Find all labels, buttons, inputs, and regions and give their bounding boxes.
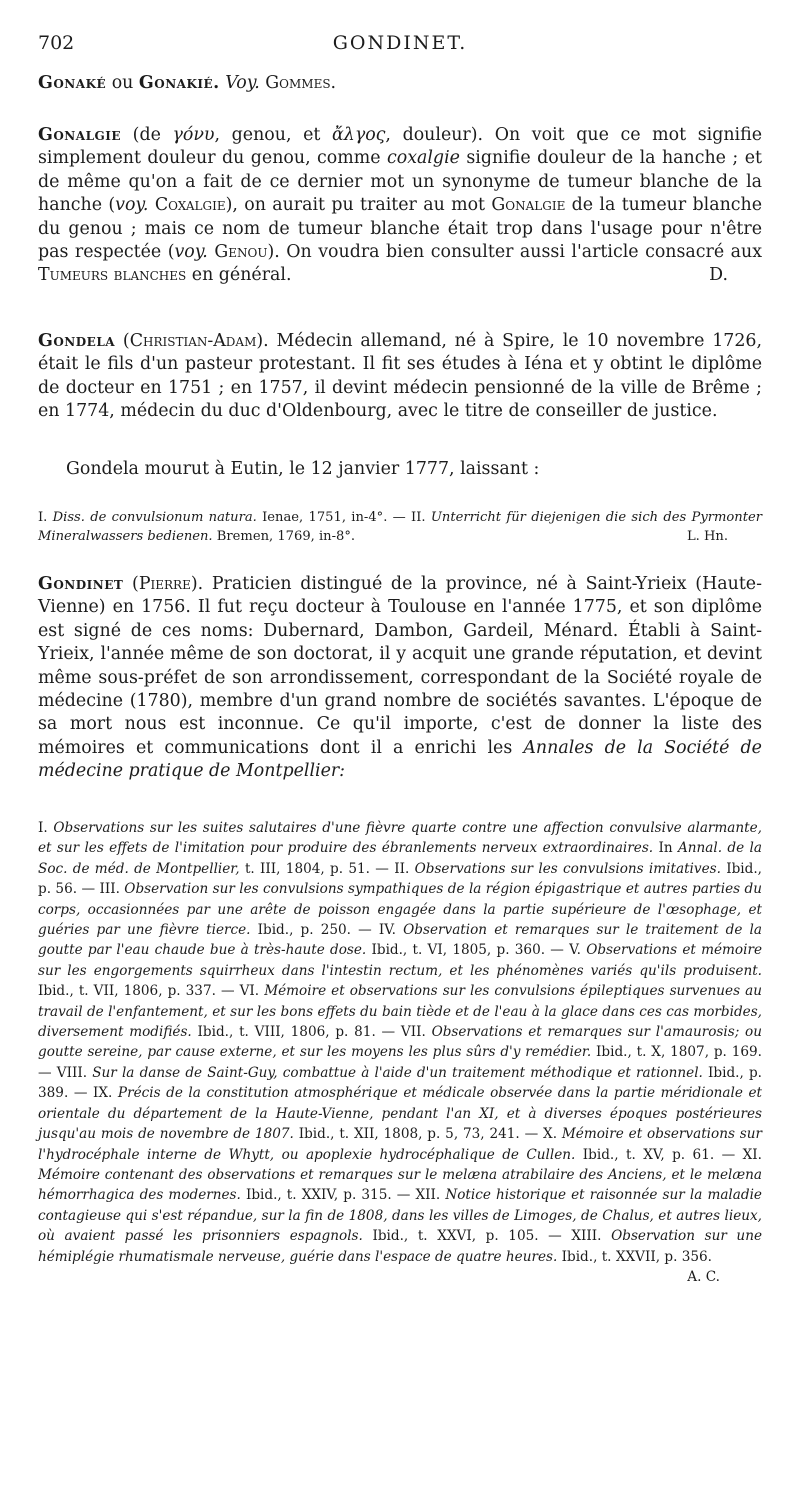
gondinet-bibliography xyxy=(38,818,762,1287)
journal-title: Annales de la Société de médecine pratique de Montpellier: xyxy=(38,737,762,782)
citation-text: Ibid., t. VI, 1805, p. 360. — V. xyxy=(366,942,587,959)
text: , genou, et xyxy=(214,125,333,145)
conjunction: ou xyxy=(106,73,139,93)
work-title: Observation sur une hémiplégie rhumatismale nerveuse, guérie dans l'espace de quatre heures. xyxy=(38,1228,762,1265)
work-title: Observation et remarques sur le traitement de la goutte par l'eau chaude bue à très-haute dose. xyxy=(38,922,762,959)
page-number: 702 xyxy=(38,32,75,54)
greek-word: γόνυ xyxy=(172,125,215,145)
gondela-death-paragraph xyxy=(38,458,762,481)
entry-gonake xyxy=(38,72,762,95)
work-title: Observations sur les convulsions imitatives. xyxy=(414,860,721,877)
headword-gonakie: Gonakié. xyxy=(138,73,220,93)
cross-reference: Genou xyxy=(214,242,268,263)
work-title: Mémoire contenant des observations et remarques sur le melæna atrabilaire des Anciens, et le melæna hémorrhagica des modernes. xyxy=(38,1166,762,1204)
work-title: Mémoire et observations sur les convulsions épileptiques survenues au travail de l'enfantement, et sur les bons effets du bain tiède et de l'eau à la glace dans ces cas morbides, diversement modifiés. xyxy=(38,983,762,1041)
work-title: Sur la danse de Saint-Guy, combattue à l'aide d'un traitement méthodique et rationnel. xyxy=(92,1064,703,1081)
citation-text: Ibid., p. 389. — IX. xyxy=(38,1064,763,1102)
text: Ienae, 1751, in-4°. — II. xyxy=(256,510,431,525)
citation-text: Ibid., t. X, 1807, p. 169. — VIII. xyxy=(38,1044,762,1081)
voy-label: voy. xyxy=(115,195,149,216)
work-title: Précis de la constitution atmosphérique et médicale observée dans la partie méridionale et orientale du département de la Haute-Vienne, pendant l'an XI, et à diverses époques postérieures jusqu'au mois de novembre de 1807. xyxy=(38,1085,762,1143)
page-header xyxy=(38,32,762,60)
work-title: Observation sur les convulsions sympathiques de la région épigastrique et autres parties du corps, occasionnées par une arête de poisson engagée dans la partie supérieure de l'œsophage, et guéries par une fièvre tierce. xyxy=(38,881,762,939)
entry-gondela xyxy=(38,330,762,424)
text: I. xyxy=(38,510,53,525)
work-title: Annal. de la Soc. de méd. de Montpellier, xyxy=(38,840,762,877)
work-title: Observations et mémoire sur les engorgements squirrheux dans l'intestin rectum, et les phénomènes variés qu'ils produisent. xyxy=(38,942,762,979)
headword-gonake: Gonaké xyxy=(38,73,107,93)
text: ). On voudra bien consulter aussi l'article consacré aux xyxy=(267,242,762,263)
work-title: Observations et remarques sur l'amaurosis; ou goutte sereine, par cause externe, et sur les moyens les plus sûrs d'y remédier. xyxy=(38,1024,762,1061)
text: Gondela mourut à Eutin, le 12 janvier 1777, laissant : xyxy=(66,459,540,479)
headword-gondinet: Gondinet xyxy=(38,574,124,594)
citation-text: Ibid., t. VII, 1806, p. 337. — VI. xyxy=(38,983,265,1000)
citation-text: Ibid., p. 56. — III. xyxy=(38,860,762,898)
text: de la tumeur blanche du genou ; mais ce nom de tumeur blanche était trop dans l'usage pour n'être pas respectée ( xyxy=(38,195,763,263)
citation-text: In xyxy=(653,840,678,857)
text: , douleur). On voit que ce mot signifie simplement douleur du genou, comme xyxy=(38,125,763,169)
text: en général. xyxy=(186,265,292,286)
work-title: Diss. de convulsionum natura. xyxy=(52,510,257,525)
cross-reference: Coxalgie xyxy=(154,195,226,216)
voy-label: Voy. xyxy=(219,73,266,93)
gondela-bibliography xyxy=(38,508,762,547)
citation-text: t. III, 1804, p. 51. — II. xyxy=(239,860,415,877)
author-signature: L. Hn. xyxy=(686,529,728,545)
voy-label: voy. xyxy=(174,242,208,263)
author-signature: D. xyxy=(709,265,728,286)
entry-gondinet xyxy=(38,573,762,784)
citation-text: I. xyxy=(38,820,54,836)
work-title: Unterricht für diejenigen die sich des Pyrmonter Mineralwassers bedienen. xyxy=(38,510,762,545)
headword-gonalgie: Gonalgie xyxy=(38,125,122,145)
cross-reference: Gommes. xyxy=(265,73,337,93)
greek-word: ἄλγος xyxy=(332,125,386,145)
citation-text: Ibid., t. XV, p. 61. — XI. xyxy=(575,1146,762,1163)
text: Bremen, 1769, in-8°. xyxy=(212,529,356,545)
text: ( xyxy=(115,331,130,351)
citation-text: Ibid., t. XXVI, p. 105. — XIII. xyxy=(362,1228,612,1245)
citation-text: Ibid., t. VIII, 1806, p. 81. — VII. xyxy=(191,1024,432,1041)
citation-text: Ibid., t. XII, 1808, p. 5, 73, 241. — X. xyxy=(293,1126,562,1143)
citation-text: Ibid., t. XXVII, p. 356. xyxy=(557,1248,712,1265)
headword-gondela: Gondela xyxy=(38,331,116,351)
given-names: Pierre xyxy=(138,574,191,594)
text: (de xyxy=(121,125,173,145)
text: ( xyxy=(123,574,139,594)
citation-text: Ibid., p. 250. — IV. xyxy=(250,922,404,939)
running-title: GONDINET. xyxy=(332,32,468,54)
cross-reference: Tumeurs blanches xyxy=(38,265,187,286)
given-names: Christian-Adam xyxy=(129,331,257,351)
text: ). Praticien distingué de la province, né à Saint-Yrieix (Haute-Vienne) en 1756. Il fut reçu docteur à Toulouse en l'année 1775, et son diplôme est signé de ces noms: Dubernard, Dambon, Gardeil, Ménard. Établi à Saint-Yrieix, l'année même de son doctorat, il y acquit une grande réputation, et devint même sous-préfet de son arrondissement, correspondant de la Société royale de médecine (1780), membre d'un grand nombre de sociétés savantes. L'époque de sa mort nous est inconnue. Ce qu'il importe, c'est de donner la liste des mémoires et communications dont il a enrichi les xyxy=(38,574,762,758)
work-title: Mémoire et observations sur l'hydrocéphale interne de Whytt, ou apoplexie hydrocéphalique de Cullen. xyxy=(38,1126,762,1163)
author-signature: A. C. xyxy=(687,1268,720,1285)
work-title: Observations sur les suites salutaires d'une fièvre quarte contre une affection convulsive alarmante, et sur les effets de l'imitation pour produire des ébranlements nerveux extraordinaires. xyxy=(38,820,762,857)
entry-gonalgie xyxy=(38,124,762,288)
work-title: Notice historique et raisonnée sur la maladie contagieuse qui s'est répandue, sur la fin de 1808, dans les villes de Limoges, de Chalus, et autres lieux, où avaient passé les prisonniers espagnols. xyxy=(38,1187,762,1245)
citation-text: Ibid., t. XXIV, p. 315. — XII. xyxy=(240,1187,446,1204)
text: signifie douleur de la hanche ; et de même qu'on a fait de ce dernier mot un synonyme de tumeur blanche de la hanche ( xyxy=(38,148,762,216)
text: ). Médecin allemand, né à Spire, le 10 novembre 1726, était le fils d'un pasteur protestant. Il fit ses études à Iéna et y obtint le diplôme de docteur en 1751 ; en 1757, il devint médecin pensionné de la ville de Brême ; en 1774, médecin du duc d'Oldenbourg, avec le titre de conseiller de justice. xyxy=(38,331,762,422)
term-coxalgie: coxalgie xyxy=(386,148,460,169)
text: ), on aurait pu traiter au mot xyxy=(225,195,492,216)
cross-reference: Gonalgie xyxy=(491,195,566,216)
